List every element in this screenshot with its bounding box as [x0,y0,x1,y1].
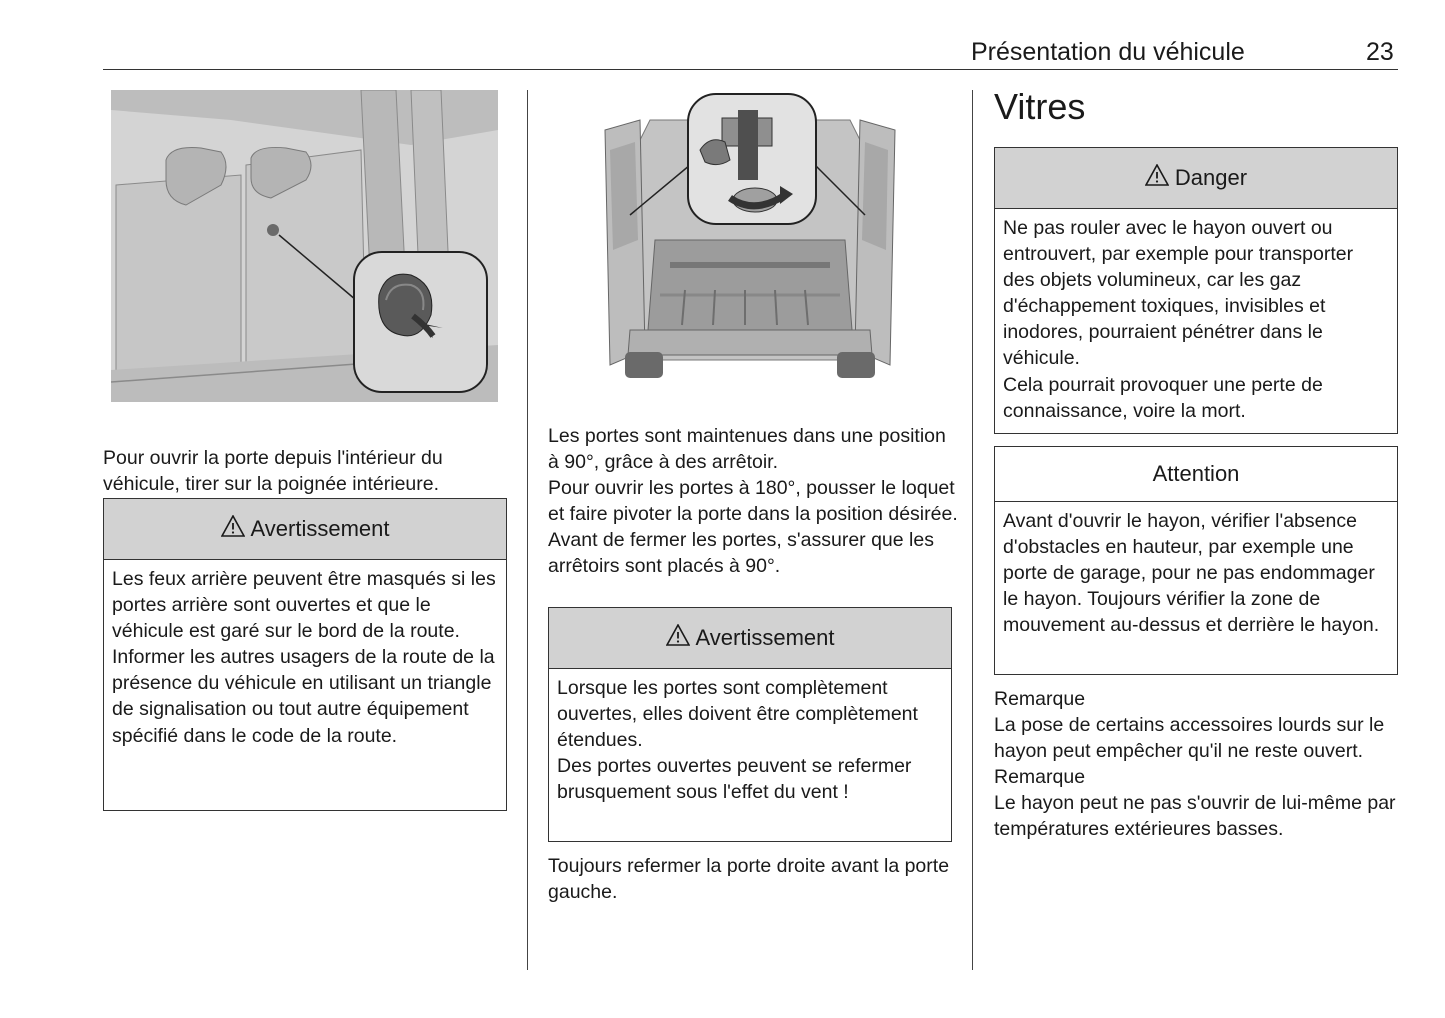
interior-door-handle-illustration [111,90,498,402]
warning-triangle-icon [1145,164,1169,192]
danger-box-title: Danger [1174,165,1248,190]
attention-box-header [995,447,1397,502]
warning-paragraph: Lorsque les portes sont complètement ouvertes, elles doivent être complètement étendues. [557,677,918,752]
warning-box-col1 [103,498,507,811]
danger-box-header [995,148,1397,209]
warning-paragraph: Les feux arrière peuvent être masqués si les portes arrière sont ouvertes et que le véhicule est garé sur le bord de la route. [112,568,496,643]
column-divider-2 [972,90,973,970]
column-divider-1 [527,90,528,970]
col1-intro [103,445,508,497]
warning-box-title: Avertissement [695,625,835,650]
remark-label: Remarque [994,688,1086,710]
col2-intro-paragraph: Pour ouvrir les portes à 180°, pousser le loquet et faire pivoter la porte dans la position désirée. [548,477,958,526]
remarks [994,686,1404,843]
attention-paragraph: Avant d'ouvrir le hayon, vérifier l'absence d'obstacles en hauteur, par exemple une porte de garage, pour ne pas endommager le hayon. Toujours vérifier la zone de mouvement au-dessus et derrière le hayon. [1003,510,1380,637]
warning-paragraph: Des portes ouvertes peuvent se refermer brusquement sous l'effet du vent ! [557,755,912,804]
warning-box-header [104,499,506,560]
page-number: 23 [1366,38,1394,66]
section-title: Vitres [994,86,1086,127]
col2-outro-text: Toujours refermer la porte droite avant la porte gauche. [548,855,950,904]
rear-doors-stopper-illustration [590,90,910,385]
col2-intro-paragraph: Les portes sont maintenues dans une position à 90°, grâce à des arrêtoir. [548,425,946,474]
attention-box-body [995,502,1397,646]
warning-box-body [549,669,951,813]
warning-box-title: Avertissement [250,516,390,541]
warning-box-body [104,560,506,757]
danger-box [994,147,1398,434]
col2-outro [548,853,958,905]
warning-paragraph: Informer les autres usagers de la route de la présence du véhicule en utilisant un triangle de signalisation ou tout autre équipement spécifié dans le code de la route. [112,646,495,747]
col1-intro-text: Pour ouvrir la porte depuis l'intérieur du véhicule, tirer sur la poignée intérieure. [103,447,443,496]
warning-box-header [549,608,951,669]
page-header-title: Présentation du véhicule [971,38,1245,66]
col2-intro-paragraph: Avant de fermer les portes, s'assurer que les arrêtoirs sont placés à 90°. [548,529,934,578]
attention-box-title: Attention [1152,461,1240,486]
header-rule [103,69,1398,70]
attention-box [994,446,1398,675]
warning-triangle-icon [221,515,245,543]
danger-box-body [995,209,1397,432]
danger-paragraph: Ne pas rouler avec le hayon ouvert ou entrouvert, par exemple pour transporter des objets volumineux, car les gaz d'échappement toxiques, invisibles et inodores, pourraient pénétrer dans le véhicule. [1003,217,1354,370]
danger-paragraph: Cela pourrait provoquer une perte de connaissance, voire la mort. [1003,373,1323,422]
warning-box-col2 [548,607,952,842]
remark-text: Le hayon peut ne pas s'ouvrir de lui-même par températures extérieures basses. [994,792,1396,841]
remark-text: La pose de certains accessoires lourds sur le hayon peut empêcher qu'il ne reste ouvert. [994,714,1385,763]
warning-triangle-icon [666,624,690,652]
remark-label: Remarque [994,766,1086,789]
col2-intro [548,423,958,580]
